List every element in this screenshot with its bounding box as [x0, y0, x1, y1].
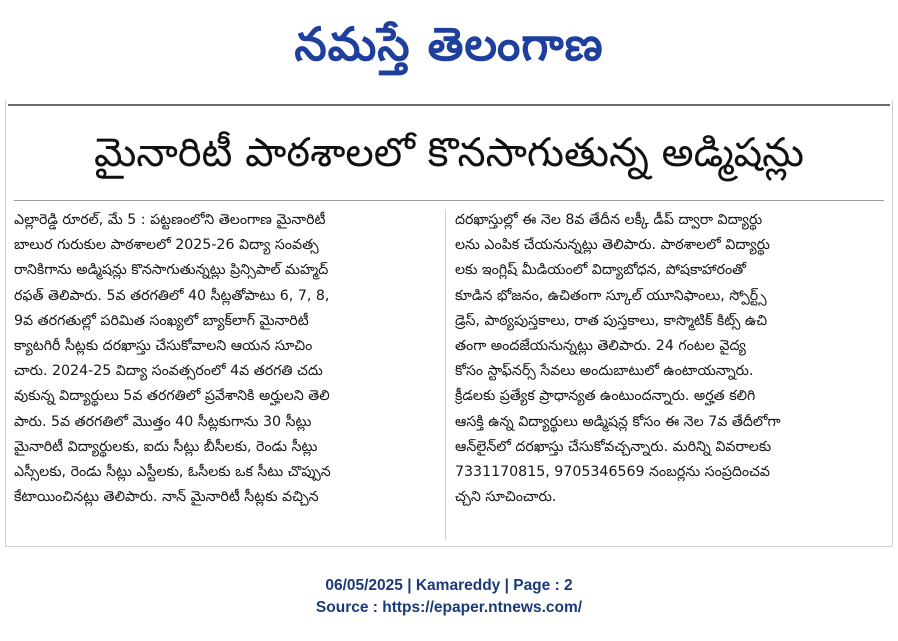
footer-source-link[interactable]: Source : https://epaper.ntnews.com/ — [315, 599, 583, 616]
article-line: కూడిన భోజనం, ఉచితంగా స్కూల్ యూనిఫాంలు, స్పోర్ట్స్ — [455, 287, 767, 304]
article-headline-box — [10, 118, 888, 198]
article-line: డ్రెస్, పాఠ్యపుస్తకాలు, రాత పుస్తకాలు, కాస్మొటిక్ కిట్స్ ఉచి — [455, 312, 768, 329]
article-line: కోసం స్టాఫ్‌నర్స్ సేవలు అందుబాటులో ఉంటాయన్నారు. — [455, 363, 754, 380]
article-line: ఆసక్తి ఉన్న విద్యార్థులు అడ్మిషన్ల కోసం ఈ నెల 7వ తేదీలోగా — [455, 413, 781, 430]
masthead-title: నమస్తే తెలంగాణ — [294, 17, 604, 71]
article-line: క్రీడలకు ప్రత్యేక ప్రాధాన్యత ఉంటుందన్నారు. అర్హత కలిగి — [455, 388, 756, 405]
article-line: రానికిగాను అడ్మిషన్లు కొనసాగుతున్నట్లు ప్రిన్సిపాల్ మహ్మద్ — [14, 262, 329, 279]
article-line: కేటాయించినట్లు తెలిపారు. నాన్ మైనారిటీ సీట్లకు వచ్చిన — [14, 489, 319, 506]
article-line: ఎల్లారెడ్డి రూరల్, మే 5 : పట్టణంలోని తెలంగాణ మైనారిటీ — [14, 212, 326, 228]
newspaper-masthead — [0, 0, 898, 100]
article-column-left — [14, 208, 446, 510]
article-line: రఫత్ తెలిపారు. 5వ తరగతిలో 40 సీట్లతోపాటు 6, 7, 8, — [14, 287, 330, 304]
article-line: ఆన్‌లైన్‌లో దరఖాస్తు చేసుకోవచ్చన్నారు. మరిన్ని వివరాలకు — [455, 438, 772, 455]
article-line: పారు. 5వ తరగతిలో మొత్తం 40 సీట్లకుగాను 30 సీట్లు — [14, 413, 312, 430]
article-line: తంగా అందజేయనున్నట్లు తెలిపారు. 24 గంటల వైద్య — [455, 338, 746, 355]
article-line: 7331170815, 9705346569 నంబర్లను సంప్రదించవ — [455, 464, 770, 481]
column-divider — [445, 210, 446, 540]
headline-divider — [14, 200, 884, 201]
article-line: చ్చని సూచించారు. — [455, 489, 557, 506]
article-line: క్యాటగిరీ సీట్లకు దరఖాస్తు చేసుకోవాలని ఆయన సూచిం — [14, 338, 313, 355]
article-line: లను ఎంపిక చేయనున్నట్లు తెలిపారు. పాఠశాలలో విద్యార్థు — [455, 237, 770, 254]
clipping-footer — [0, 575, 898, 619]
article-line: దరఖాస్తుల్లో ఈ నెల 8వ తేదీన లక్కీ డీప్ ద్వారా విద్యార్థు — [455, 212, 763, 228]
article-line: వుకున్న విద్యార్థులు 5వ తరగతిలో ప్రవేశానికి అర్హులని తెలి — [14, 388, 330, 405]
article-column-right — [455, 208, 887, 510]
article-headline: మైనారిటీ పాఠశాలలో కొనసాగుతున్న అడ్మిషన్లు — [93, 130, 805, 176]
article-line: చారు. 2024-25 విద్యా సంవత్సరంలో 4వ తరగతి చదు — [14, 363, 323, 380]
article-line: బాలుర గురుకుల పాఠశాలలో 2025-26 విద్యా సంవత్స — [14, 237, 319, 254]
article-line: మైనారిటీ విద్యార్థులకు, ఐదు సీట్లు బీసీలకు, రెండు సీట్లు — [14, 438, 318, 455]
footer-date-edition: 06/05/2025 | Kamareddy | Page : 2 — [325, 577, 573, 594]
article-line: ఎస్సీలకు, రెండు సీట్లు ఎస్టీలకు, ఓసీలకు ఒక సీటు చొప్పున — [14, 464, 331, 481]
article-line: లకు ఇంగ్లిష్ మీడియంలో విద్యాబోధన, పోషకాహారంతో — [455, 262, 747, 279]
article-line: 9వ తరగతుల్లో పరిమిత సంఖ్యలో బ్యాక్‌లాగ్ మైనారిటీ — [14, 312, 309, 329]
